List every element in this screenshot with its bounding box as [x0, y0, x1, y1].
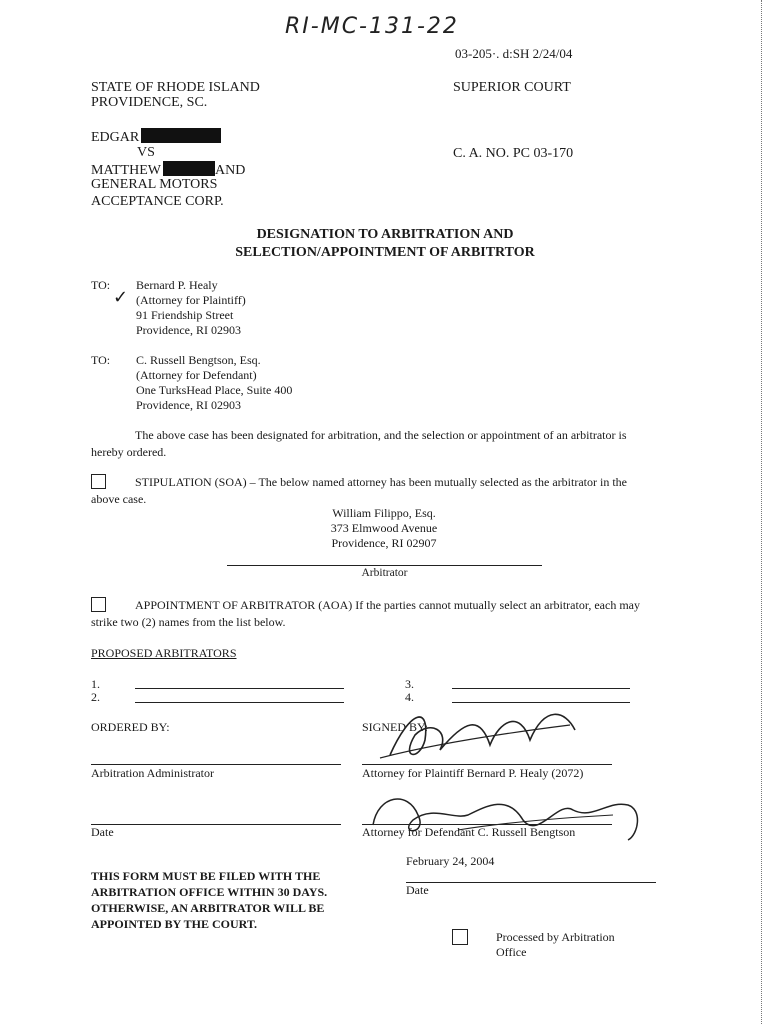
- header-code: 03-205·. d:SH 2/24/04: [455, 46, 573, 61]
- body-line2: hereby ordered.: [91, 445, 167, 459]
- stipulation-paragraph: [91, 474, 687, 508]
- plaintiff-signature: [370, 700, 590, 770]
- county-label: PROVIDENCE, SC.: [91, 95, 208, 110]
- date-line-right: [406, 882, 656, 883]
- proposed-number-2: 2.: [91, 690, 100, 704]
- arbitrator-address: [284, 506, 484, 551]
- date-label-right: Date: [406, 883, 429, 897]
- processed-line1: Processed by Arbitration: [496, 930, 615, 944]
- checkmark-icon: ✓: [113, 287, 129, 308]
- plaintiff-signature-line: [362, 764, 612, 765]
- recipient1-role: (Attorney for Plaintiff): [136, 293, 246, 307]
- signed-date: February 24, 2004: [406, 854, 495, 868]
- appointment-line1: APPOINTMENT OF ARBITRATOR (AOA) If the parties cannot mutually select an arbitrator, each may: [135, 598, 640, 612]
- date-line-left: [91, 824, 341, 825]
- proposed-number-1: 1.: [91, 677, 100, 691]
- signed-by-label: SIGNED BY:: [362, 720, 428, 734]
- recipient-plaintiff-attorney: [136, 278, 246, 338]
- notice-line2: ARBITRATION OFFICE WITHIN 30 DAYS.: [91, 885, 328, 899]
- scan-edge: [761, 0, 762, 1024]
- attorney-for-plaintiff-label: Attorney for Plaintiff Bernard P. Healy (2072): [362, 766, 584, 780]
- defendant-line-2: GENERAL MOTORS: [91, 177, 218, 192]
- appointment-line2: strike two (2) names from the list below.: [91, 615, 286, 629]
- notice-line3: OTHERWISE, AN ARBITRATOR WILL BE: [91, 901, 325, 915]
- processed-line2: Office: [496, 945, 527, 959]
- court-label: SUPERIOR COURT: [453, 80, 571, 95]
- proposed-line-2[interactable]: [135, 702, 344, 703]
- redaction-block: [141, 128, 221, 143]
- proposed-arbitrators-heading: PROPOSED ARBITRATORS: [91, 646, 237, 660]
- recipient1-name: Bernard P. Healy: [136, 278, 218, 292]
- processed-label: [496, 930, 615, 960]
- body-paragraph: [91, 427, 687, 461]
- redaction-block: [163, 161, 215, 176]
- plaintiff-line: [91, 128, 221, 146]
- processed-checkbox[interactable]: [452, 929, 468, 945]
- proposed-line-3[interactable]: [452, 688, 630, 689]
- arbitrator-city: Providence, RI 02907: [331, 536, 437, 550]
- arbitrator-name: William Filippo, Esq.: [332, 506, 436, 520]
- arbitrator-signature-line: [227, 565, 542, 566]
- attorney-for-defendant-label: Attorney for Defendant C. Russell Bengtson: [362, 825, 576, 839]
- recipient2-name: C. Russell Bengtson, Esq.: [136, 353, 261, 367]
- appointment-paragraph: [91, 597, 691, 631]
- vs-label: VS: [137, 145, 155, 160]
- recipient1-city: Providence, RI 02903: [136, 323, 241, 337]
- recipient1-street: 91 Friendship Street: [136, 308, 234, 322]
- arbitrator-street: 373 Elmwood Avenue: [330, 521, 438, 535]
- arbitration-administrator-label: Arbitration Administrator: [91, 766, 214, 780]
- recipient2-street: One TurksHead Place, Suite 400: [136, 383, 293, 397]
- proposed-line-1[interactable]: [135, 688, 344, 689]
- recipient-defendant-attorney: [136, 353, 292, 413]
- stipulation-line2: above case.: [91, 492, 147, 506]
- case-number: C. A. NO. PC 03-170: [453, 146, 574, 161]
- recipient2-city: Providence, RI 02903: [136, 398, 241, 412]
- to-label: TO:: [91, 278, 111, 292]
- proposed-number-3: 3.: [405, 677, 414, 691]
- recipient2-role: (Attorney for Defendant): [136, 368, 257, 382]
- plaintiff-name: EDGAR: [91, 130, 140, 145]
- defendant-and: AND: [215, 163, 246, 178]
- date-label-left: Date: [91, 825, 114, 839]
- notice-line1: THIS FORM MUST BE FILED WITH THE: [91, 869, 321, 883]
- document-title-line2: SELECTION/APPOINTMENT OF ARBITRTOR: [235, 245, 535, 260]
- document-title-line1: DESIGNATION TO ARBITRATION AND: [256, 227, 514, 242]
- stipulation-line1: STIPULATION (SOA) – The below named attorney has been mutually selected as the arbitrator in the: [135, 475, 627, 489]
- state-label: STATE OF RHODE ISLAND: [91, 80, 260, 95]
- filing-notice: [91, 868, 327, 932]
- notice-line4: APPOINTED BY THE COURT.: [91, 917, 258, 931]
- defendant-first-name: MATTHEW: [91, 163, 161, 178]
- body-line1: The above case has been designated for arbitration, and the selection or appointment of an arbitrator is: [135, 428, 627, 442]
- ordered-by-line: [91, 764, 341, 765]
- ordered-by-label: ORDERED BY:: [91, 720, 170, 734]
- defendant-line-3: ACCEPTANCE CORP.: [91, 194, 224, 209]
- handwritten-case-number: RI-MC-131-22: [285, 14, 459, 39]
- arbitrator-label: Arbitrator: [361, 567, 408, 579]
- to-label: TO:: [91, 353, 111, 367]
- proposed-number-4: 4.: [405, 690, 414, 704]
